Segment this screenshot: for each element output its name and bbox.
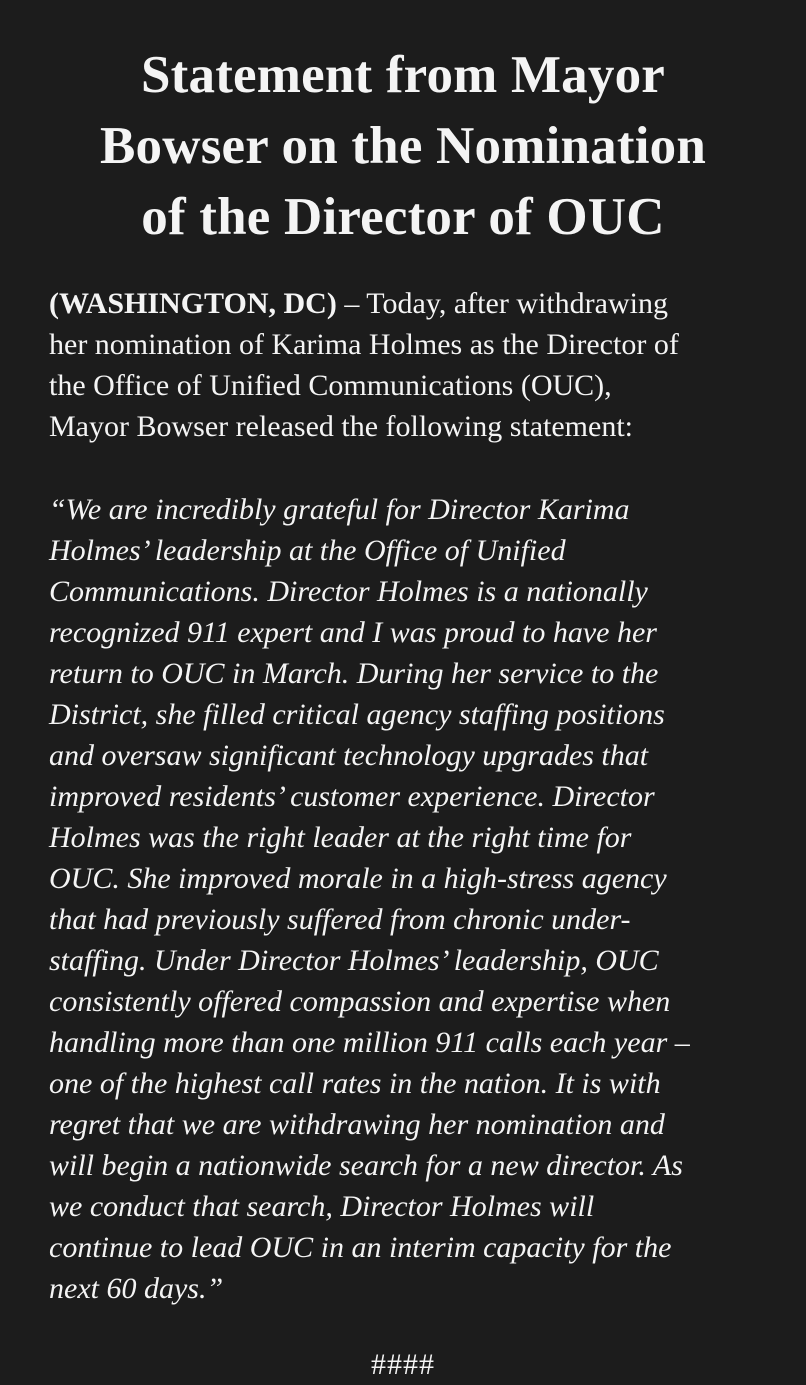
quote-line: improved residents’ customer experience. Director — [49, 780, 655, 813]
mayor-quote — [49, 489, 779, 1309]
page-title — [30, 40, 776, 253]
quote-line: Communications. Director Holmes is a nationally — [49, 575, 648, 608]
intro-first-line-text: – Today, after withdrawing — [336, 287, 668, 320]
quote-line: that had previously suffered from chronic under- — [49, 903, 631, 936]
quote-line: regret that we are withdrawing her nomination and — [49, 1108, 665, 1141]
quote-line: next 60 days.” — [49, 1272, 224, 1305]
quote-line: will begin a nationwide search for a new director. As — [49, 1149, 683, 1182]
quote-line: staffing. Under Director Holmes’ leadership, OUC — [49, 944, 659, 977]
dateline: (WASHINGTON, DC) — [49, 287, 337, 320]
intro-line: Mayor Bowser released the following statement: — [49, 410, 634, 443]
quote-line: consistently offered compassion and expertise when — [49, 985, 671, 1018]
quote-line: OUC. She improved morale in a high-stress agency — [49, 862, 667, 895]
quote-line: continue to lead OUC in an interim capacity for the — [49, 1231, 672, 1264]
intro-paragraph — [49, 283, 769, 447]
title-line: Statement from Mayor — [140, 46, 665, 104]
quote-line: handling more than one million 911 calls each year – — [49, 1026, 690, 1059]
intro-first-line — [49, 283, 769, 324]
intro-line: her nomination of Karima Holmes as the Director of — [49, 328, 679, 361]
quote-line: and oversaw significant technology upgrades that — [49, 739, 649, 772]
quote-line: we conduct that search, Director Holmes will — [49, 1190, 595, 1223]
end-mark: #### — [371, 1348, 435, 1381]
quote-line: District, she filled critical agency staffing positions — [49, 698, 665, 731]
quote-line: return to OUC in March. During her service to the — [49, 657, 659, 690]
intro-line: the Office of Unified Communications (OUC), — [49, 369, 612, 402]
quote-line: one of the highest call rates in the nation. It is with — [49, 1067, 661, 1100]
title-line: of the Director of OUC — [141, 188, 665, 246]
quote-line: Holmes’ leadership at the Office of Unified — [49, 534, 566, 567]
quote-line: “We are incredibly grateful for Director Karima — [49, 493, 630, 526]
title-line: Bowser on the Nomination — [100, 117, 706, 175]
quote-line: recognized 911 expert and I was proud to have her — [49, 616, 657, 649]
quote-line: Holmes was the right leader at the right time for — [49, 821, 632, 854]
